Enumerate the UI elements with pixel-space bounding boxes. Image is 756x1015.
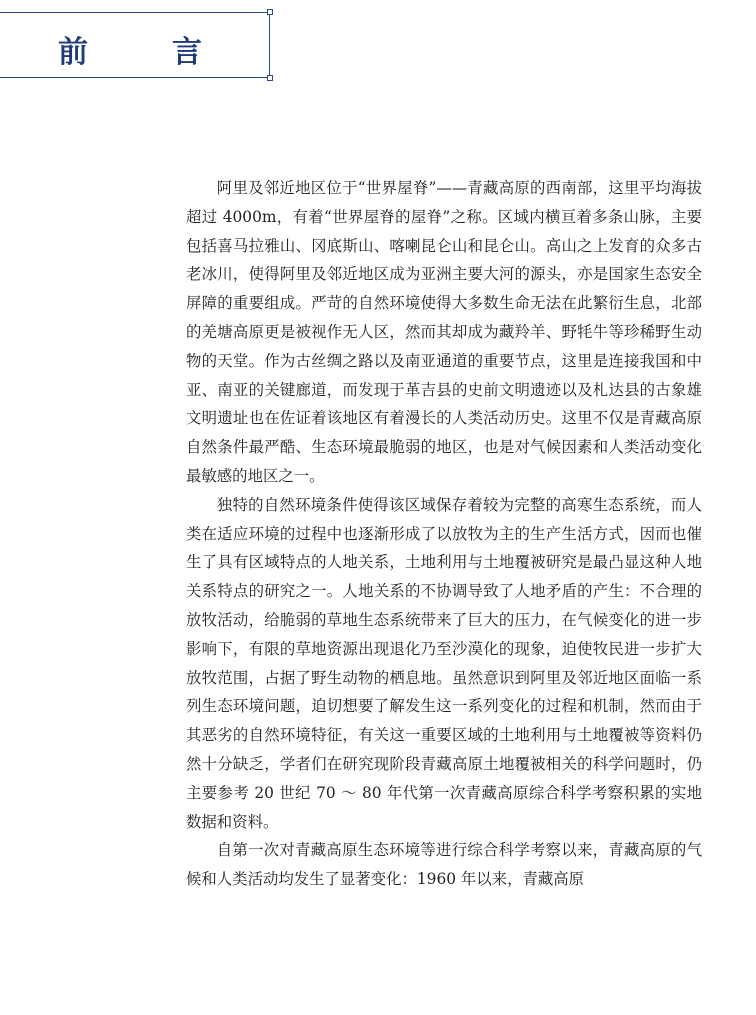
paragraph-3: 自第一次对青藏高原生态环境等进行综合科学考察以来，青藏高原的气候和人类活动均发生了显著变化：1960 年以来，青藏高原 [186, 841, 702, 889]
body-text [186, 174, 702, 894]
paragraph-1: 阿里及邻近地区位于“世界屋脊”——青藏高原的西南部，这里平均海拔超过 4000m，有着“世界屋脊的屋脊”之称。区域内横亘着多条山脉，主要包括喜马拉雅山、冈底斯山、喀喇昆仑山和昆仑山。高山之上发育的众多古老冰川，使得阿里及邻近地区成为亚洲主要大河的源头，亦是国家生态安全屏障的重要组成。严苛的自然环境使得大多数生命无法在此繁衍生息，北部的羌塘高原更是被视作无人区，然而其却成为藏羚羊、野牦牛等珍稀野生动物的天堂。作为古丝绸之路以及南亚通道的重要节点，这里是连接我国和中亚、南亚的关键廊道，而发现于革吉县的史前文明遗迹以及札达县的古象雄文明遗址也在佐证着该地区有着漫长的人类活动历史。这里不仅是青藏高原自然条件最严酷、生态环境最脆弱的地区，也是对气候因素和人类活动变化最敏感的地区之一。 [186, 179, 702, 485]
frame-corner-top [267, 9, 273, 15]
title-frame [0, 12, 286, 78]
page-title: 前言 [58, 35, 286, 70]
frame-corner-bottom [267, 75, 273, 81]
paragraph-2: 独特的自然环境条件使得该区域保存着较为完整的高寒生态系统，而人类在适应环境的过程中也逐渐形成了以放牧为主的生产生活方式，因而也催生了具有区域特点的人地关系，土地利用与土地覆被研究是最凸显这种人地关系特点的研究之一。人地关系的不协调导致了人地矛盾的产生：不合理的放牧活动，给脆弱的草地生态系统带来了巨大的压力，在气候变化的进一步影响下，有限的草地资源出现退化乃至沙漠化的现象，迫使牧民进一步扩大放牧范围，占据了野生动物的栖息地。虽然意识到阿里及邻近地区面临一系列生态环境问题，迫切想要了解发生这一系列变化的过程和机制，然而由于其恶劣的自然环境特征，有关这一重要区域的土地利用与土地覆被等资料仍然十分缺乏，学者们在研究现阶段青藏高原土地覆被相关的科学问题时，仍主要参考 20 世纪 70 ～ 80 年代第一次青藏高原综合科学考察积累的实地数据和资料。 [186, 495, 702, 831]
